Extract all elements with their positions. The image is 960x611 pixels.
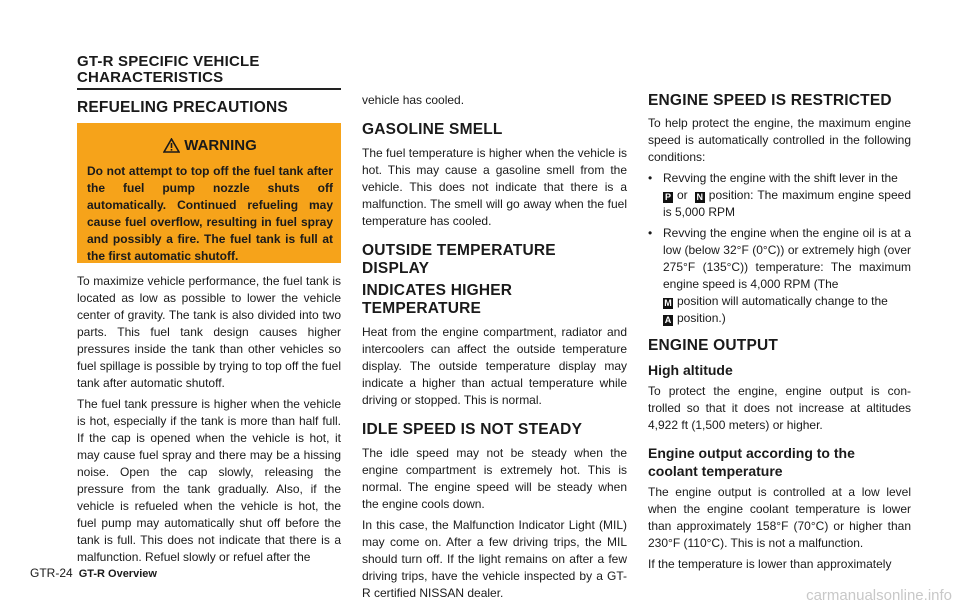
outside-temp-title-line1: OUTSIDE TEMPERATURE DISPLAY bbox=[362, 242, 556, 277]
coolant-text-1: The engine output is controlled at a low level when the engine coolant temperature is lower than approximately 158°F (70°C) or higher than 230°F (110°C). This is not a malfunction. bbox=[648, 485, 911, 550]
bullet-2-text: Revving the engine when the engine oil is at a low (below 32°F (0°C)) or extremely high (over 275°F (135°C)) temperature: The maximum engine speed is 4,000 RPM (The bbox=[663, 226, 911, 291]
shift-a-icon: A bbox=[664, 315, 672, 325]
refueling-para-1: To maximize vehicle performance, the fuel tank is located as low as possible to lower the vehicle center of gravity. The tank is also divided into two parts. This fuel tank design causes higher pressures inside the tank than other vehicles so fuel spillage is possible by trying to top off the fuel tank after automatic shutoff. bbox=[77, 274, 341, 390]
bullet-marker: • bbox=[648, 171, 653, 185]
engine-speed-intro: To help protect the engine, the maximum engine speed is automatically controlled in the following conditions: bbox=[648, 116, 911, 164]
list-item bbox=[648, 225, 911, 327]
page-footer bbox=[30, 566, 157, 580]
column-3 bbox=[648, 92, 911, 577]
idle-speed-text-2: In this case, the Malfunction Indicator Light (MIL) may come on. After a few driving trips, the MIL should turn off. If the light remains on after a few driving trips, have the vehicle inspected by a GT-R certified NISSAN dealer. bbox=[362, 518, 627, 600]
bullet-2-mid: position will automatically change to the bbox=[677, 294, 888, 308]
warning-label: WARNING bbox=[184, 137, 257, 154]
header-title-line1: GT-R SPECIFIC VEHICLE bbox=[77, 53, 260, 70]
refueling-body bbox=[77, 273, 341, 570]
watermark: carmanualsonline.info bbox=[806, 587, 952, 604]
coolant-title-line1: Engine output according to the bbox=[648, 445, 855, 461]
gasoline-smell-title: GASOLINE SMELL bbox=[362, 121, 503, 138]
continuation-text: vehicle has cooled. bbox=[362, 93, 465, 107]
warning-text: Do not attempt to top off the fuel tank after the fuel pump nozzle shuts off automatically. Continued refueling may cause fuel overflow, resulting in fuel spray and possibly a fire. The fuel tank is full at the first automatic shutoff. bbox=[87, 164, 333, 263]
high-altitude-title: High altitude bbox=[648, 362, 733, 378]
gasoline-smell-text: The fuel temperature is higher when the vehicle is hot. This may cause a gasoline smell from the vehicle. This does not indicate that there is a malfunction. The smell will go away when the fuel temperature has cooled. bbox=[362, 146, 627, 228]
idle-speed-text-1: The idle speed may not be steady when the engine compartment is extremely hot. This is normal. The engine speed will be steady when the engine cools down. bbox=[362, 446, 627, 511]
high-altitude-text: To protect the engine, engine output is con- trolled so that it does not increase at altitudes 4,922 ft (1,500 meters) or higher. bbox=[648, 384, 911, 432]
footer-section: GT-R Overview bbox=[78, 568, 157, 580]
list-item bbox=[648, 170, 911, 221]
engine-output-title: ENGINE OUTPUT bbox=[648, 337, 779, 354]
header-divider bbox=[77, 88, 341, 90]
refueling-para-2: The fuel tank pressure is higher when the vehicle is hot, especially if the tank is more than half full. If the cap is opened when the vehicle is hot, it may cause fuel spray and there may be a hissing noise. Open the cap slowly, releasing the pressure from the tank gradually. Also, if the vehicle is refueled when the vehicle is hot, the fuel pump may automatically shut off before the tank is full. This does not indicate that there is a malfunction. Refuel slowly or refuel after the bbox=[77, 397, 341, 564]
warning-triangle-icon bbox=[163, 138, 180, 153]
bullet-marker: • bbox=[648, 226, 653, 240]
shift-p-icon: P bbox=[664, 192, 671, 202]
outside-temp-text: Heat from the engine compartment, radiator and intercoolers can affect the outside temperature display. The outside temperature display may indicate a higher than actual temperature while driving or stopped. This is normal. bbox=[362, 325, 627, 407]
header-title-line2: CHARACTERISTICS bbox=[77, 69, 224, 86]
coolant-text-2: If the temperature is lower than approximately bbox=[648, 557, 892, 571]
refueling-precautions-title: REFUELING PRECAUTIONS bbox=[77, 99, 288, 116]
bullet-2-end: position.) bbox=[677, 311, 726, 325]
outside-temp-title-line2: INDICATES HIGHER TEMPERATURE bbox=[362, 282, 513, 317]
coolant-title-line2: coolant temperature bbox=[648, 463, 783, 479]
page-number: GTR-24 bbox=[30, 566, 73, 580]
warning-box bbox=[77, 123, 341, 263]
bullet-1-text: Revving the engine with the shift lever in the bbox=[663, 171, 898, 185]
bullet-1-or: or bbox=[677, 188, 688, 202]
page-header-title bbox=[77, 54, 357, 86]
engine-speed-title: ENGINE SPEED IS RESTRICTED bbox=[648, 92, 892, 109]
column-2 bbox=[362, 92, 627, 606]
bullet-1-rest: position: The maximum engine speed is 5,000 RPM bbox=[663, 188, 911, 219]
idle-speed-title: IDLE SPEED IS NOT STEADY bbox=[362, 421, 583, 438]
shift-n-icon: N bbox=[696, 192, 704, 202]
warning-header bbox=[87, 135, 333, 157]
shift-m-icon: M bbox=[664, 298, 672, 308]
